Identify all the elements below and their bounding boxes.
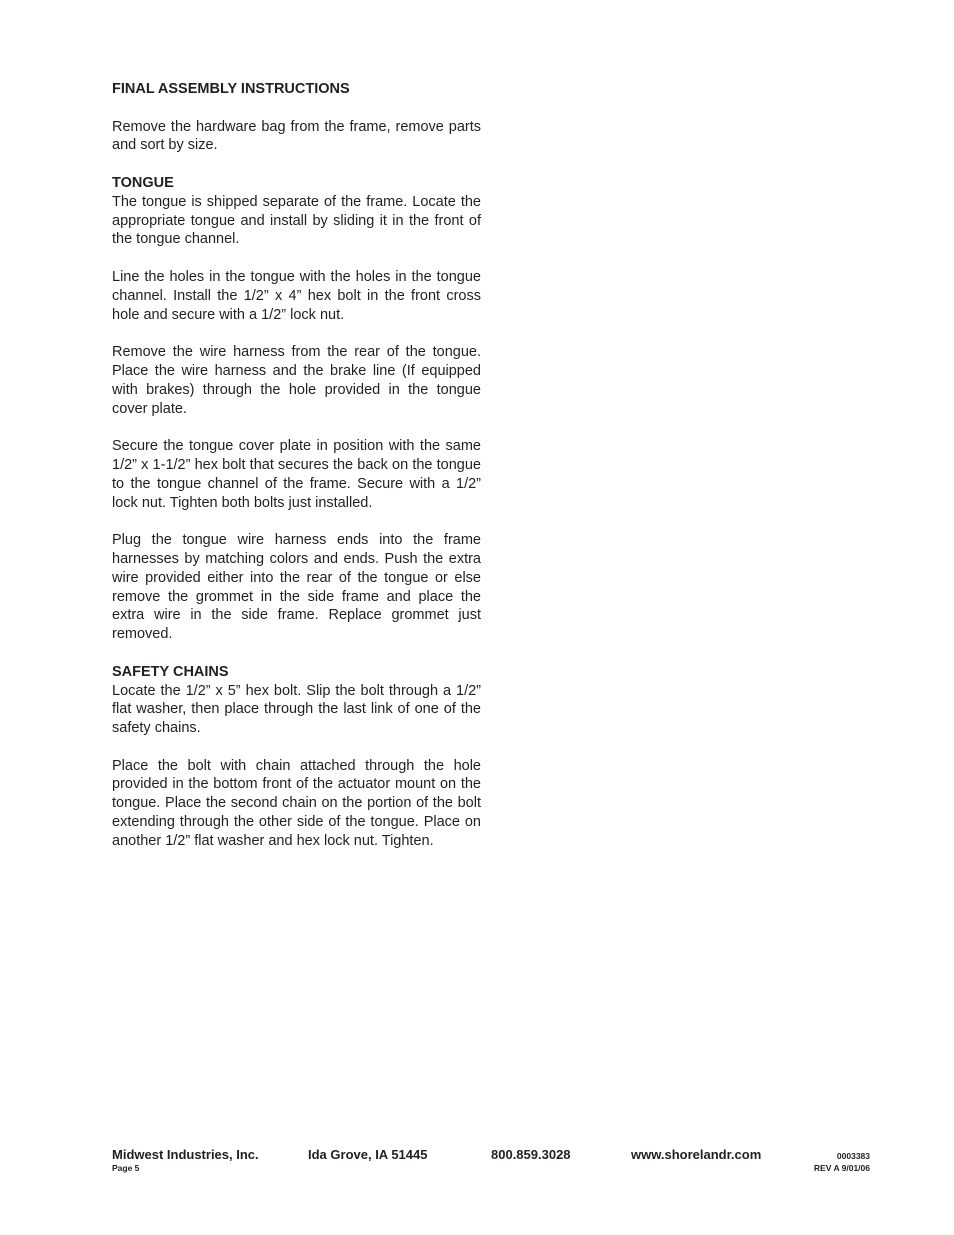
tongue-paragraph: Line the holes in the tongue with the holes in the tongue channel. Install the 1/2” x 4” hex bolt in the front cross hole and secure with a 1/2” lock nut. (112, 268, 481, 323)
footer-location: Ida Grove, IA 51445 (308, 1147, 428, 1162)
footer-revision: REV A 9/01/06 (813, 1163, 870, 1173)
safety-chains-paragraph: Locate the 1/2” x 5” hex bolt. Slip the bolt through a 1/2” flat washer, then place through the last link of one of the safety chains. (112, 682, 481, 737)
footer-website: www.shorelandr.com (631, 1147, 762, 1162)
intro-paragraph: Remove the hardware bag from the frame, remove parts and sort by size. (112, 118, 481, 154)
footer-page-number: Page 5 (112, 1163, 140, 1173)
safety-chains-heading: SAFETY CHAINS (112, 663, 229, 680)
tongue-heading: TONGUE (112, 174, 174, 191)
tongue-paragraph: Secure the tongue cover plate in position with the same 1/2” x 1-1/2” hex bolt that secures the back on the tongue to the tongue channel of the frame. Secure with a 1/2” lock nut. Tighten both bolts just installed. (112, 438, 481, 511)
page-title: FINAL ASSEMBLY INSTRUCTIONS (112, 81, 350, 97)
tongue-paragraph: Remove the wire harness from the rear of the tongue. Place the wire harness and the brake line (If equipped with brakes) through the hole provided in the tongue cover plate. (112, 344, 481, 417)
tongue-paragraph: The tongue is shipped separate of the frame. Locate the appropriate tongue and install by sliding it in the front of the tongue channel. (112, 193, 481, 248)
footer-company: Midwest Industries, Inc. (112, 1147, 259, 1162)
footer-phone: 800.859.3028 (491, 1147, 571, 1162)
safety-chains-paragraph: Place the bolt with chain attached through the hole provided in the bottom front of the actuator mount on the tongue. Place the second chain on the portion of the bolt extending through the other side of the tongue. Place on another 1/2” flat washer and hex lock nut. Tighten. (112, 757, 481, 849)
footer-doc-number: 0003383 (836, 1151, 870, 1161)
tongue-paragraph: Plug the tongue wire harness ends into the frame harnesses by matching colors and ends. Push the extra wire provided either into the rear of the tongue or else remove the grommet in the side frame and place the extra wire in the side frame. Replace grommet just removed. (112, 532, 481, 643)
footer (112, 1147, 872, 1165)
instructions-column (112, 80, 481, 869)
